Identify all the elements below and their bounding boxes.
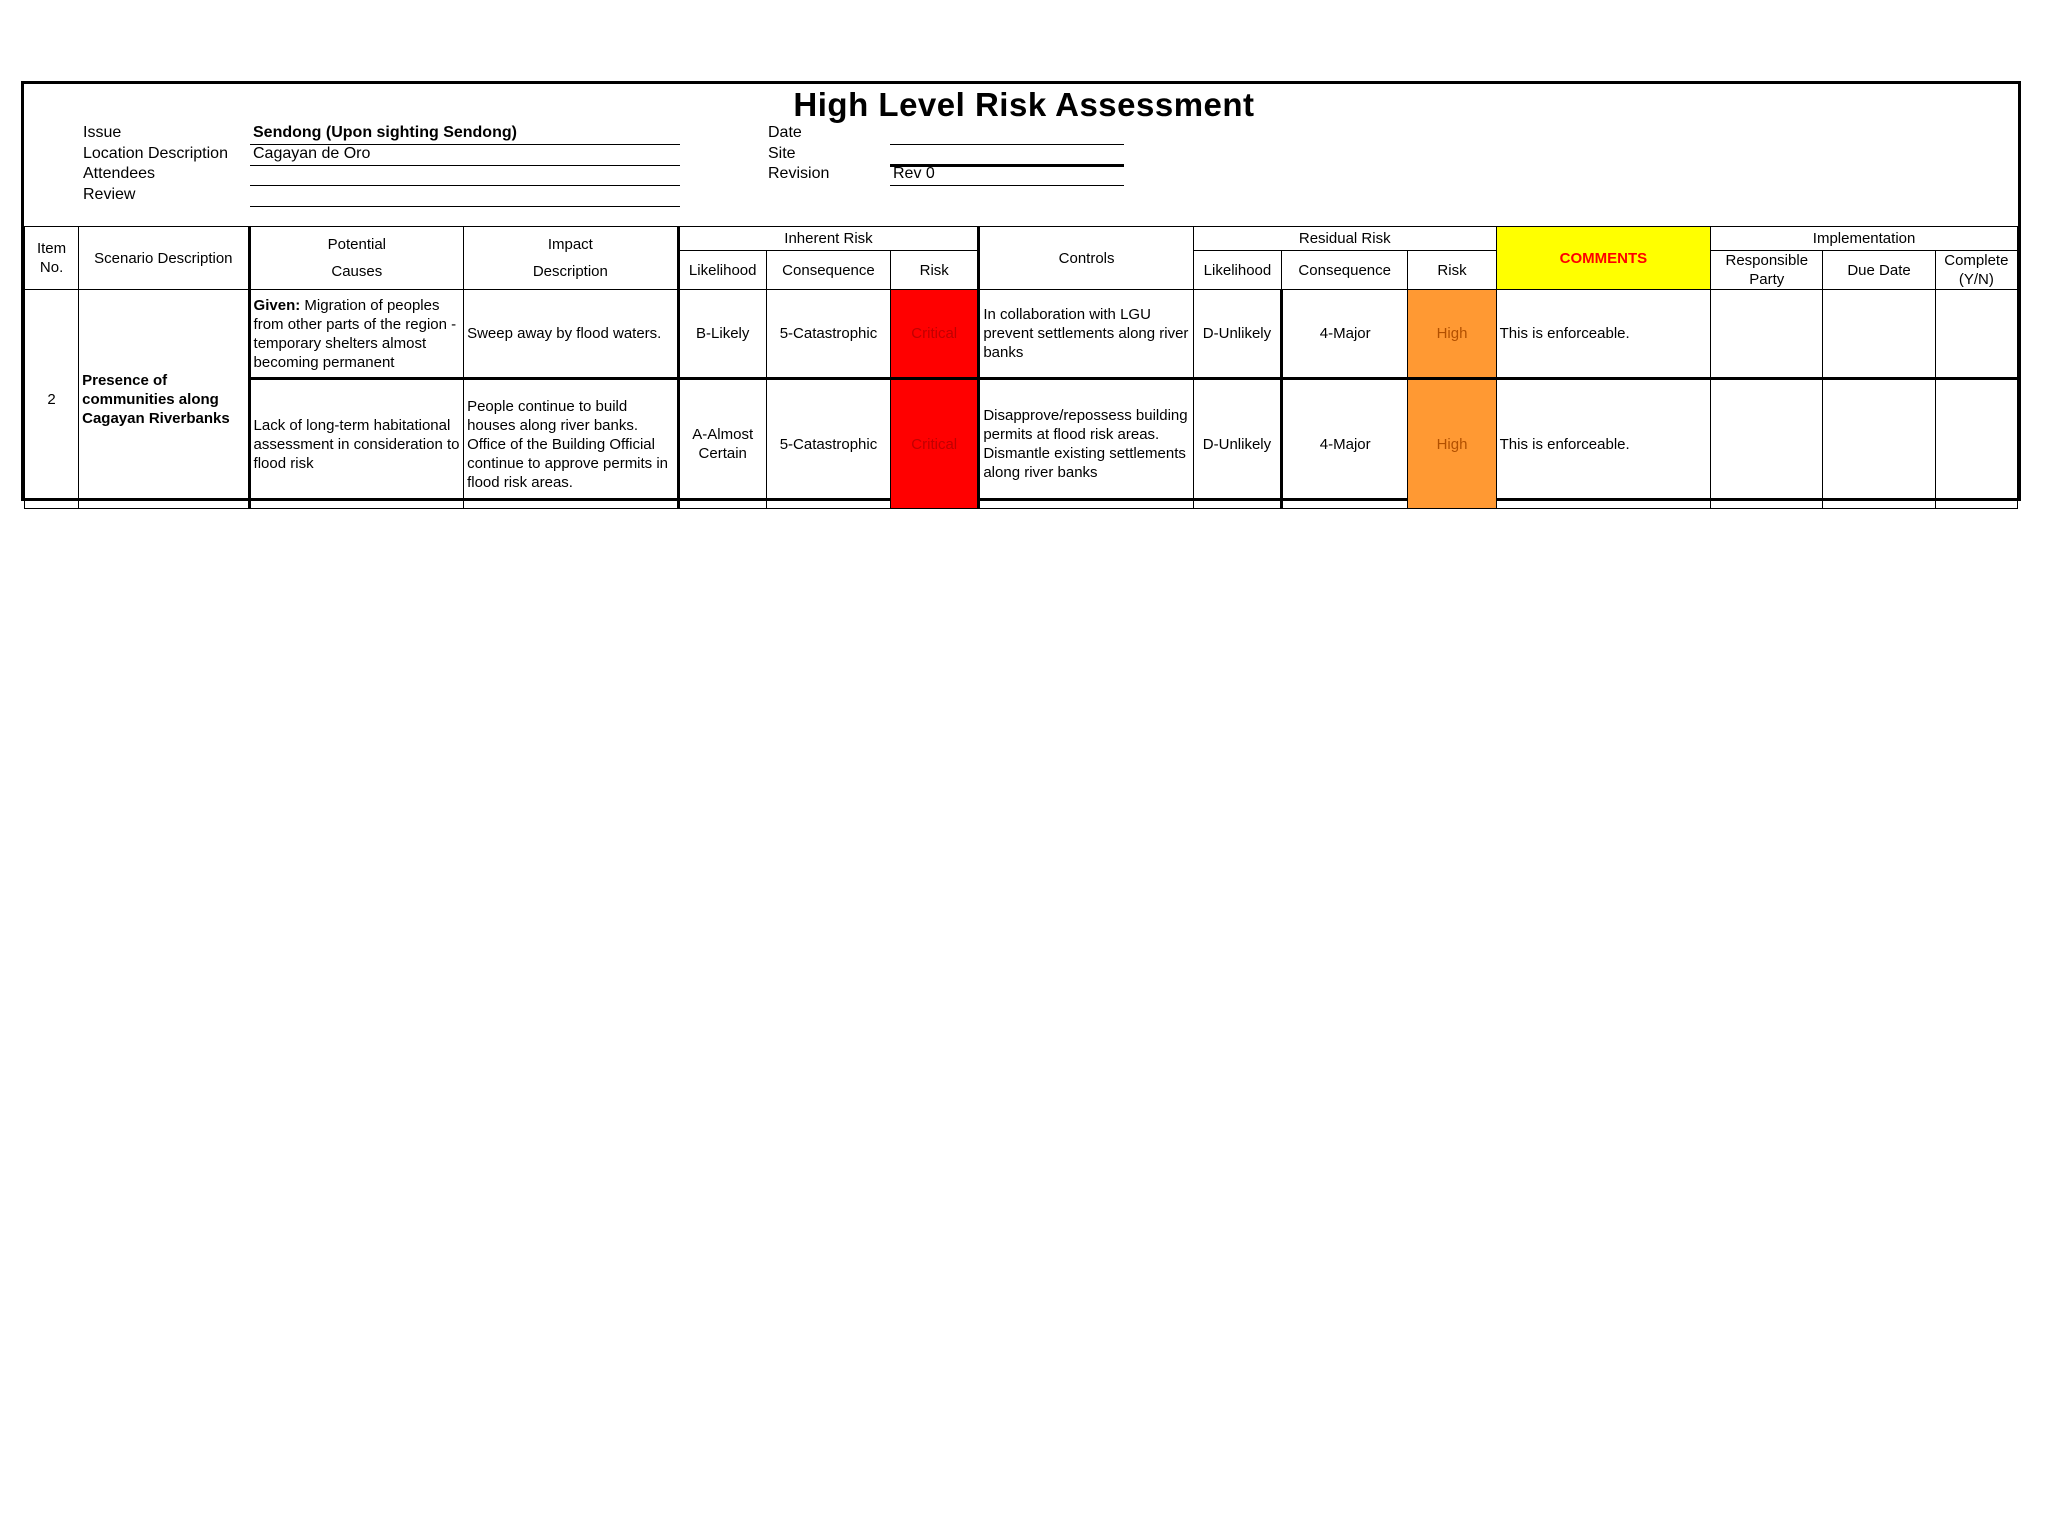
item-no-header-line1: Item — [36, 240, 67, 257]
inherent-consequence: 5-Catastrophic — [766, 290, 890, 379]
impact-description: People continue to build houses along river banks. Office of the Building Official continue to approve permits in flood risk areas. — [464, 379, 679, 509]
residual-risk-rating: High — [1408, 379, 1496, 509]
header-row-1 — [25, 227, 2018, 251]
potential-cause — [249, 290, 464, 379]
residual-likelihood: D-Unlikely — [1193, 379, 1281, 509]
issue-value: Sendong (Upon sighting Sendong) — [253, 124, 517, 141]
review-label: Review — [83, 186, 136, 203]
page-title: High Level Risk Assessment — [793, 86, 1255, 123]
revision-underline — [890, 185, 1124, 186]
responsible-party-header: Responsible Party — [1711, 251, 1823, 290]
attendees-underline — [250, 185, 680, 186]
residual-risk-header: Residual Risk — [1193, 227, 1496, 251]
item-no-header — [25, 227, 79, 290]
potential-causes-header — [249, 227, 464, 290]
residual-consequence: 4-Major — [1282, 379, 1408, 509]
inherent-risk-rating: Critical — [891, 290, 979, 379]
issue-label: Issue — [83, 124, 122, 141]
cause-text: Migration of peoples from other parts of the region - temporary shelters almost becoming permanent — [253, 296, 457, 371]
impact-description: Sweep away by flood waters. — [464, 290, 679, 379]
responsible-party-cell — [1711, 379, 1823, 509]
complete-header: Complete (Y/N) — [1935, 251, 2017, 290]
inherent-likelihood: B-Likely — [678, 290, 766, 379]
residual-consequence-header: Consequence — [1282, 251, 1408, 290]
inherent-risk-subheader: Risk — [891, 251, 979, 290]
item-number: 2 — [25, 290, 79, 509]
residual-risk-rating: High — [1408, 290, 1496, 379]
site-label: Site — [768, 145, 796, 162]
inherent-likelihood-header: Likelihood — [678, 251, 766, 290]
controls-header: Controls — [979, 227, 1194, 290]
scenario-header: Scenario Description — [79, 227, 249, 290]
risk-assessment-sheet — [21, 81, 2021, 501]
potential-causes-header-line1: Potential — [327, 236, 386, 253]
table-row — [25, 379, 2018, 509]
date-label: Date — [768, 124, 802, 141]
residual-likelihood: D-Unlikely — [1193, 290, 1281, 379]
complete-cell — [1935, 379, 2017, 509]
implementation-header: Implementation — [1711, 227, 2018, 251]
revision-value: Rev 0 — [893, 165, 935, 182]
location-value: Cagayan de Oro — [253, 145, 371, 162]
complete-cell — [1935, 290, 2017, 379]
inherent-consequence: 5-Catastrophic — [766, 379, 890, 509]
inherent-likelihood: A-Almost Certain — [678, 379, 766, 509]
cause-prefix: Given: — [253, 296, 301, 314]
due-date-cell — [1823, 290, 1935, 379]
residual-consequence: 4-Major — [1282, 290, 1408, 379]
controls-text: In collaboration with LGU prevent settlements along river banks — [979, 290, 1194, 379]
impact-description-header-line2: Description — [532, 263, 608, 280]
table-row — [25, 290, 2018, 379]
item-no-header-line2: No. — [39, 259, 64, 276]
location-underline — [250, 165, 680, 166]
inherent-risk-rating: Critical — [891, 379, 979, 509]
controls-text: Disapprove/repossess building permits at flood risk areas. Dismantle existing settlements along river banks — [979, 379, 1194, 509]
risk-table — [24, 226, 2018, 509]
potential-cause — [249, 379, 464, 509]
residual-risk-subheader: Risk — [1408, 251, 1496, 290]
revision-label: Revision — [768, 165, 830, 182]
date-underline — [890, 144, 1124, 145]
comments-header: COMMENTS — [1496, 227, 1711, 290]
inherent-risk-header: Inherent Risk — [678, 227, 979, 251]
impact-description-header-line1: Impact — [547, 236, 593, 253]
due-date-cell — [1823, 379, 1935, 509]
scenario-description: Presence of communities along Cagayan Riverbanks — [79, 290, 249, 509]
cause-text: Lack of long-term habitational assessment in consideration to flood risk — [253, 416, 460, 472]
comments-text: This is enforceable. — [1496, 290, 1711, 379]
impact-description-header — [464, 227, 679, 290]
residual-likelihood-header: Likelihood — [1193, 251, 1281, 290]
attendees-label: Attendees — [83, 165, 156, 182]
location-label: Location Description — [83, 145, 228, 162]
potential-causes-header-line2: Causes — [331, 263, 383, 280]
inherent-consequence-header: Consequence — [766, 251, 890, 290]
review-underline — [250, 206, 680, 207]
due-date-header: Due Date — [1823, 251, 1935, 290]
comments-text: This is enforceable. — [1496, 379, 1711, 509]
responsible-party-cell — [1711, 290, 1823, 379]
